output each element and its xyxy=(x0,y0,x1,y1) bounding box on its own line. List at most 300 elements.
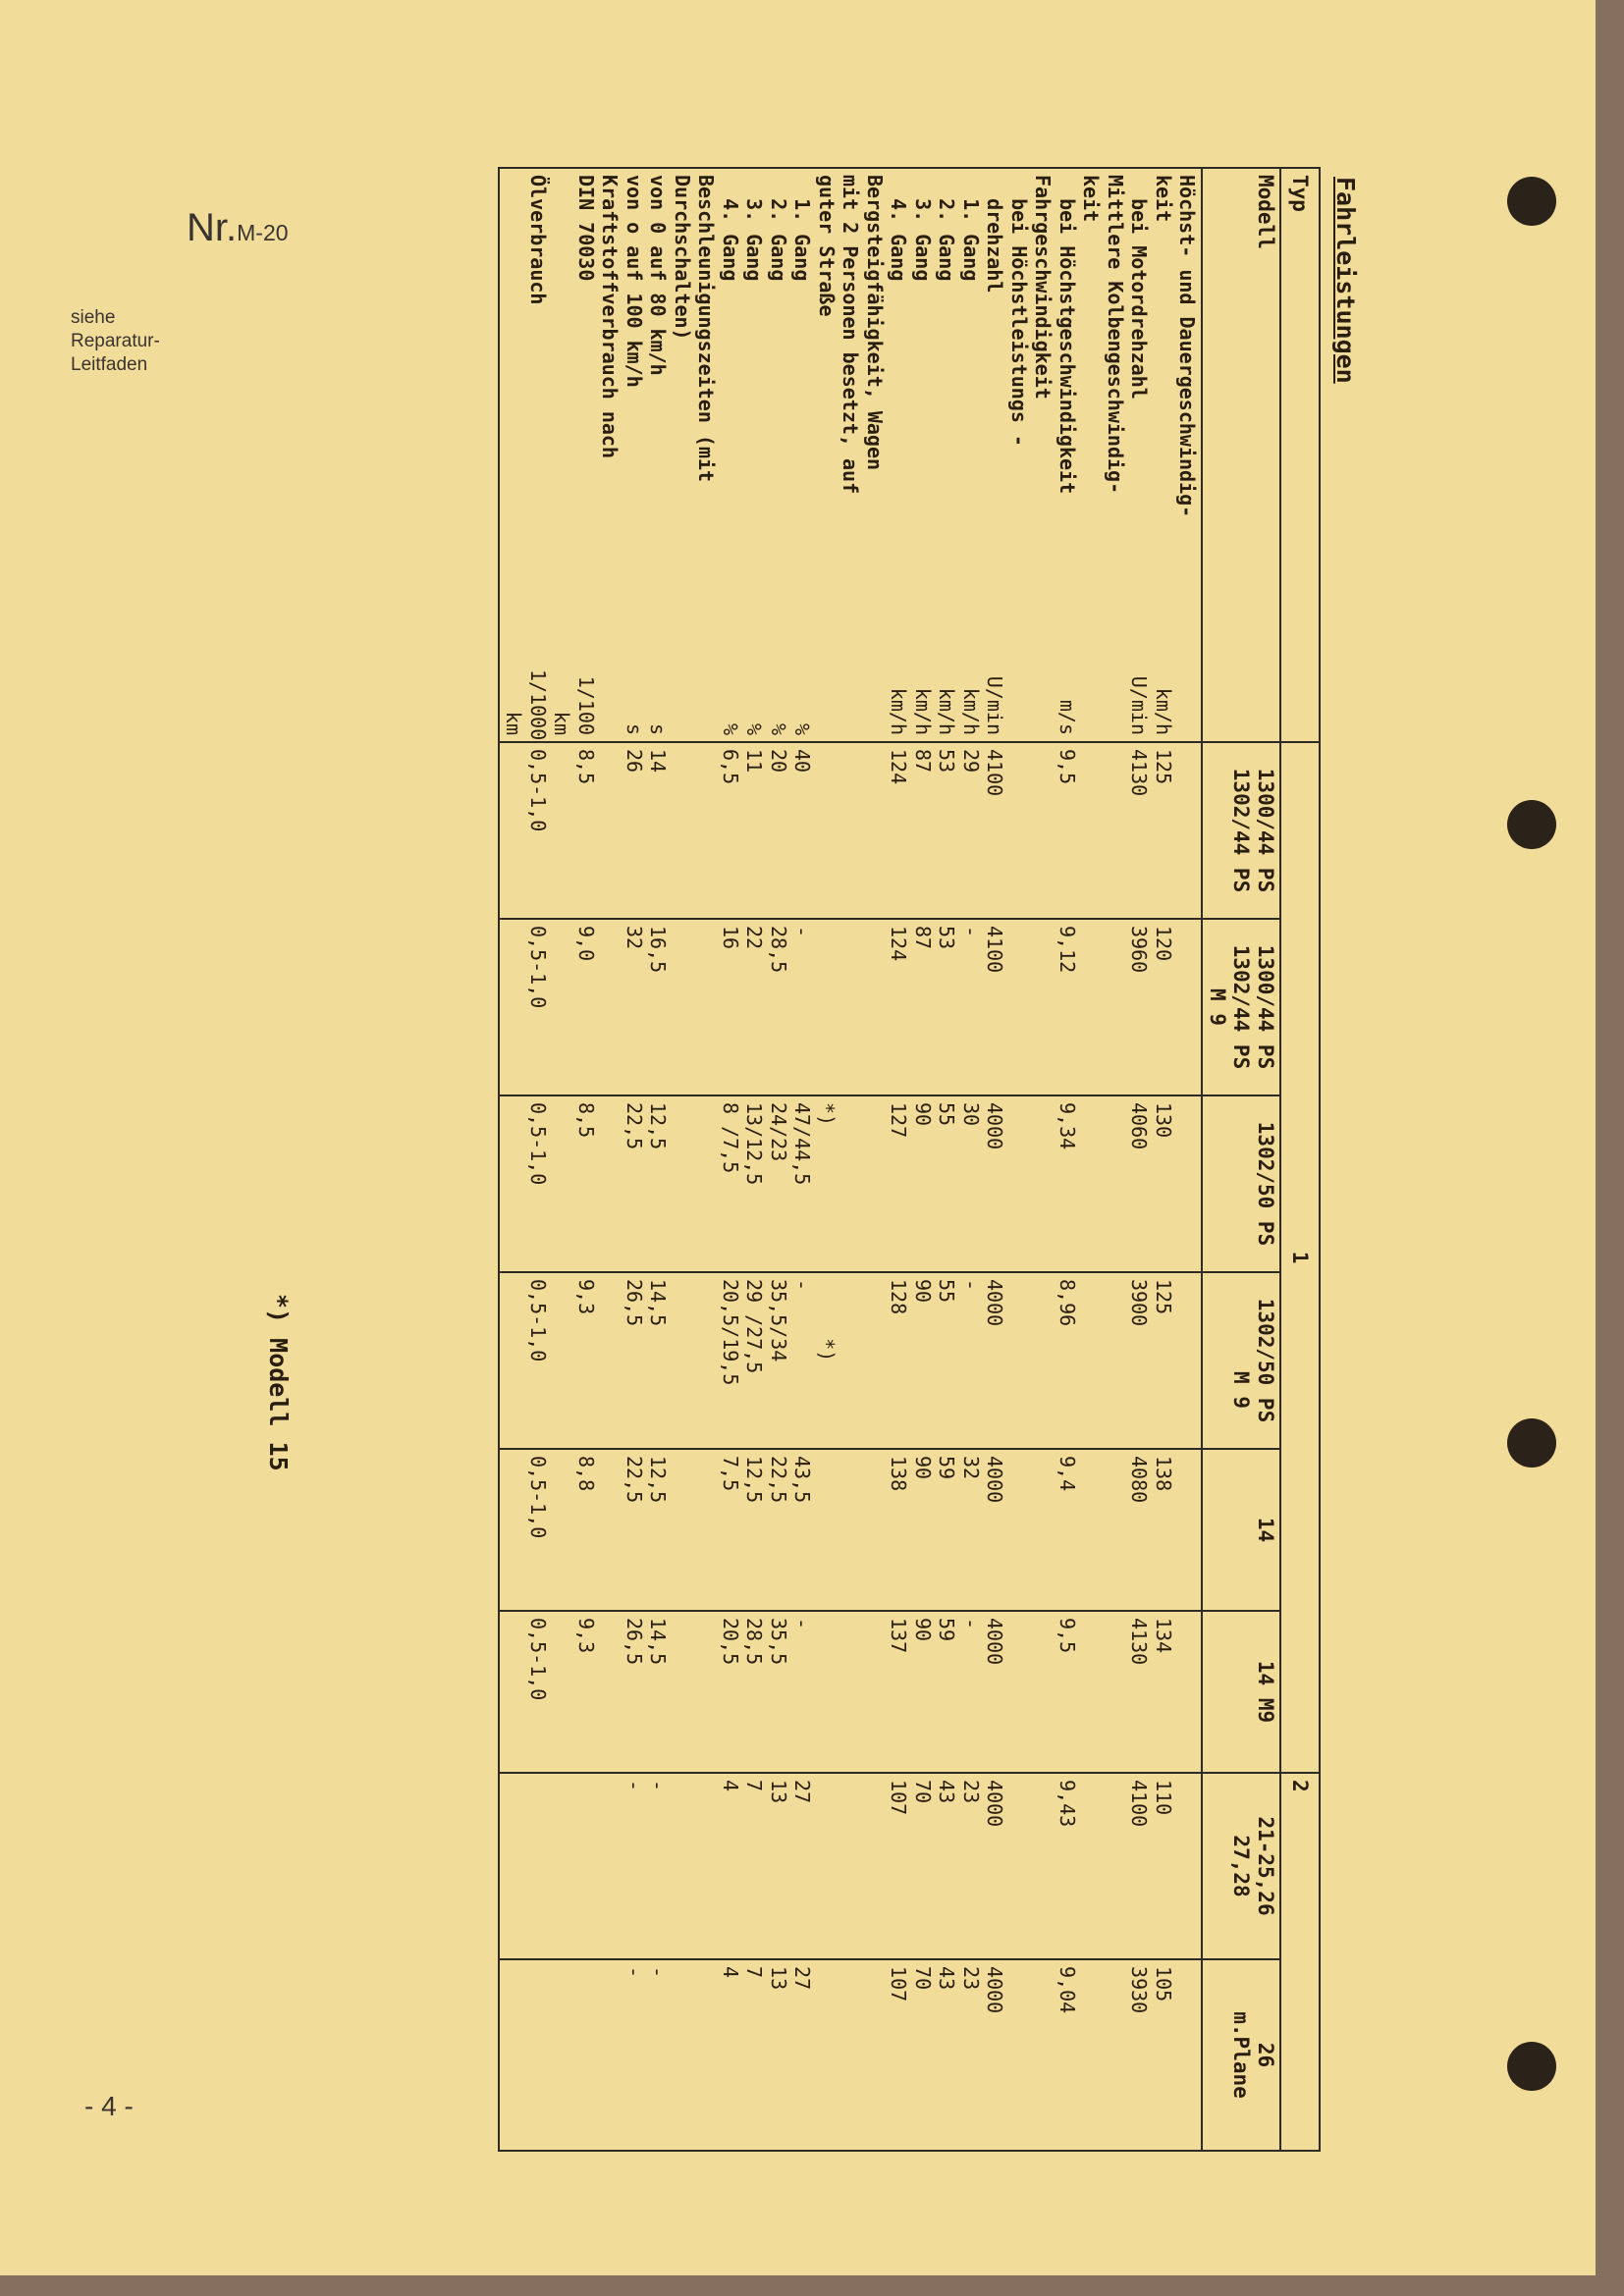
value-cell: 16,5 xyxy=(646,926,671,974)
value-cell: 9,43 xyxy=(1056,1780,1079,1828)
value-cell xyxy=(1007,749,1032,912)
value-cell xyxy=(1175,1780,1200,1952)
value-cell: 124 xyxy=(887,749,911,785)
page-number: - 4 - xyxy=(84,2091,134,2121)
value-cell: 22,5 xyxy=(767,1456,790,1504)
value-cell xyxy=(815,749,839,912)
unit-label: % xyxy=(790,722,815,735)
row-label: 2. Gang xyxy=(935,175,959,282)
value-cell: - xyxy=(646,1966,671,1979)
label-column xyxy=(499,168,1203,664)
value-cell: 55 xyxy=(935,1279,959,1304)
punch-hole xyxy=(1507,2042,1556,2091)
value-cell xyxy=(671,926,695,1089)
value-cell: 127 xyxy=(887,1102,911,1139)
row-label: 4. Gang xyxy=(719,175,742,282)
value-cell: 27 xyxy=(790,1966,815,1991)
row-label: Höchst- und Dauergeschwindig- xyxy=(1175,175,1200,518)
value-cell xyxy=(1175,1618,1200,1766)
value-cell: 4000 xyxy=(983,1966,1007,2014)
value-cell: - xyxy=(790,926,815,938)
value-cell xyxy=(671,1279,695,1442)
value-cell: 35,5/34 xyxy=(767,1279,790,1362)
value-cell: 32 xyxy=(623,926,646,950)
row-label: 3. Gang xyxy=(911,175,935,282)
value-cell xyxy=(1104,1456,1128,1604)
punch-hole xyxy=(1507,1418,1556,1468)
value-cell: 27 xyxy=(790,1780,815,1804)
value-cell xyxy=(1104,1618,1128,1766)
value-cell: 90 xyxy=(911,1279,935,1304)
value-cell xyxy=(1175,926,1200,1089)
value-cell xyxy=(815,1456,839,1604)
value-cell: *) xyxy=(815,1279,839,1362)
value-cell: 0,5-1,0 xyxy=(526,1618,550,1701)
value-cell xyxy=(1079,1102,1104,1265)
value-cell xyxy=(839,1279,863,1442)
model-header: 1300/44 PS 1302/44 PS M 9 xyxy=(1203,919,1281,1095)
value-cell: 125 xyxy=(1152,1279,1175,1315)
value-cell: 105 xyxy=(1152,1966,1175,2002)
row-label: 1. Gang xyxy=(959,175,983,282)
value-cell: 12,5 xyxy=(646,1456,671,1504)
value-column xyxy=(499,1095,1203,1272)
value-cell: 0,5-1,0 xyxy=(526,1102,550,1186)
value-cell: 13/12,5 xyxy=(742,1102,767,1186)
value-cell: 26,5 xyxy=(623,1279,646,1327)
model-values xyxy=(526,1102,1200,1265)
row-label: 2. Gang xyxy=(767,175,790,282)
unit-label: m/s xyxy=(1056,699,1079,735)
value-cell: 4000 xyxy=(983,1456,1007,1504)
value-cell: 24/23 xyxy=(767,1102,790,1162)
value-cell: 7 xyxy=(742,1780,767,1792)
value-cell: - xyxy=(623,1966,646,1979)
type-2-header: 2 xyxy=(1280,1773,1320,2151)
value-column xyxy=(499,1449,1203,1611)
value-cell: 13 xyxy=(767,1966,790,1991)
unit-label: km/h xyxy=(911,687,935,735)
model-header: 1302/50 PS xyxy=(1203,1095,1281,1272)
value-cell: - xyxy=(790,1618,815,1630)
value-cell: 13 xyxy=(767,1780,790,1804)
value-cell: 7,5 xyxy=(719,1456,742,1492)
value-cell: 70 xyxy=(911,1780,935,1804)
unit-label xyxy=(1031,669,1056,735)
row-label: bei Höchstleistungs - xyxy=(1007,175,1031,447)
unit-label: 1/100 xyxy=(574,675,598,735)
value-cell: 9,3 xyxy=(574,1618,598,1654)
value-cell: 110 xyxy=(1152,1780,1175,1816)
value-cell xyxy=(550,1279,574,1442)
value-cell xyxy=(1031,749,1056,912)
unit-label: 1/1000 xyxy=(526,669,550,741)
value-cell: 59 xyxy=(935,1618,959,1642)
value-cell: 4000 xyxy=(983,1618,1007,1666)
row-label: mit 2 Personen besetzt, auf xyxy=(839,175,863,495)
value-cell: 8,8 xyxy=(574,1456,598,1492)
value-cell: 128 xyxy=(887,1279,911,1315)
page-edge-bottom xyxy=(0,2275,1624,2296)
value-cell xyxy=(839,1456,863,1604)
unit-label: km/h xyxy=(1152,687,1175,735)
value-cell: 4 xyxy=(719,1966,742,1979)
value-cell xyxy=(694,1279,719,1442)
value-cell xyxy=(694,1780,719,1952)
unit-label xyxy=(1175,669,1200,735)
value-cell: 26 xyxy=(623,749,646,774)
value-cell xyxy=(1175,1279,1200,1442)
value-cell xyxy=(598,1780,623,1952)
model-values xyxy=(526,1618,1200,1766)
value-cell xyxy=(839,1966,863,2144)
value-cell: 3960 xyxy=(1127,926,1152,974)
value-cell xyxy=(574,1780,599,1952)
row-label: von o auf 100 km/h xyxy=(623,175,646,388)
value-cell: 4000 xyxy=(983,1102,1007,1150)
value-cell xyxy=(863,1279,888,1442)
value-cell: 23 xyxy=(959,1966,983,1991)
value-cell xyxy=(574,1966,599,2144)
value-cell: 9,04 xyxy=(1056,1966,1079,2014)
value-cell: - xyxy=(959,926,983,938)
footnote: *) Modell 15 xyxy=(264,1294,293,1471)
unit-label: km xyxy=(502,711,526,735)
value-cell xyxy=(1079,1456,1104,1604)
value-cell: 12,5 xyxy=(646,1102,671,1150)
row-label: Beschleunigungszeiten (mit xyxy=(694,175,719,483)
value-cell xyxy=(598,1618,623,1766)
value-cell: 8,5 xyxy=(574,749,598,785)
value-cell xyxy=(1104,1279,1128,1442)
value-cell xyxy=(1104,926,1128,1089)
value-cell: 43 xyxy=(935,1966,959,1991)
row-label: guter Straße xyxy=(815,175,839,317)
value-cell xyxy=(1104,749,1128,912)
row-label: Ölverbrauch xyxy=(526,175,550,305)
value-cell: 134 xyxy=(1152,1618,1175,1654)
row-label: DIN 70030 xyxy=(574,175,598,282)
value-cell: - xyxy=(646,1780,671,1792)
value-cell xyxy=(598,1456,623,1604)
value-cell: 40 xyxy=(790,749,815,774)
unit-label xyxy=(1007,669,1032,735)
model-values xyxy=(526,926,1200,1089)
value-cell: 137 xyxy=(887,1618,911,1654)
value-cell: - xyxy=(959,1279,983,1292)
value-cell: 59 xyxy=(935,1456,959,1480)
unit-label xyxy=(1079,669,1104,735)
type-row xyxy=(1280,168,1320,2151)
value-cell: 9,4 xyxy=(1056,1456,1079,1492)
row-label: Fahrgeschwindigkeit xyxy=(1031,175,1056,400)
value-cell xyxy=(1104,1102,1128,1265)
row-label: 4. Gang xyxy=(887,175,911,282)
unit-label: km/h xyxy=(887,687,911,735)
value-cell: 4060 xyxy=(1127,1102,1152,1150)
value-cell: 9,12 xyxy=(1056,926,1079,974)
value-cell: 29 /27,5 xyxy=(742,1279,767,1374)
value-cell: 9,0 xyxy=(574,926,598,962)
rotated-table-block xyxy=(334,167,1360,2179)
value-cell: 9,5 xyxy=(1056,749,1079,785)
model-values xyxy=(526,1456,1200,1604)
value-cell xyxy=(694,1456,719,1604)
value-cell: - xyxy=(959,1618,983,1630)
value-cell xyxy=(598,926,623,1089)
value-cell: 107 xyxy=(887,1966,911,2002)
value-cell: 20,5/19,5 xyxy=(719,1279,742,1386)
model-values xyxy=(526,1966,1200,2144)
value-cell xyxy=(1104,1966,1128,2144)
value-cell xyxy=(598,1102,623,1265)
punch-hole xyxy=(1507,177,1556,226)
unit-label: km/h xyxy=(935,687,959,735)
value-cell: 3900 xyxy=(1127,1279,1152,1327)
value-cell xyxy=(694,1618,719,1766)
value-cell: 28,5 xyxy=(767,926,790,974)
value-cell xyxy=(598,1966,623,2144)
value-cell: - xyxy=(790,1279,815,1292)
value-cell: 125 xyxy=(1152,749,1175,785)
unit-label: U/min xyxy=(983,675,1007,735)
value-cell xyxy=(1031,1966,1056,2144)
value-cell: 20 xyxy=(767,749,790,774)
reference-note: siehe Reparatur- Leitfaden xyxy=(71,307,160,375)
document-number: Nr.M-20 xyxy=(187,206,289,249)
value-cell xyxy=(694,749,719,912)
row-label: drehzahl xyxy=(983,175,1007,294)
value-cell xyxy=(1104,1780,1128,1952)
value-cell: 14 xyxy=(646,749,671,774)
unit-label xyxy=(671,669,695,735)
value-cell xyxy=(1079,1618,1104,1766)
value-cell xyxy=(550,1966,574,2144)
unit-label xyxy=(839,669,863,735)
value-cell: 29 xyxy=(959,749,983,774)
model-values xyxy=(526,1279,1200,1442)
value-cell xyxy=(863,1780,888,1952)
value-cell xyxy=(671,1456,695,1604)
row-label: keit xyxy=(1152,175,1175,223)
value-cell xyxy=(1079,1966,1104,2144)
value-cell: 14,5 xyxy=(646,1279,671,1327)
model-header: 1302/50 PS M 9 xyxy=(1203,1272,1281,1449)
value-cell xyxy=(839,1780,863,1952)
value-cell: 3930 xyxy=(1127,1966,1152,2014)
model-values xyxy=(526,749,1200,912)
unit-label xyxy=(598,669,623,735)
value-cell: 8 /7,5 xyxy=(719,1102,742,1174)
value-cell: 70 xyxy=(911,1966,935,1991)
unit-label: km/h xyxy=(959,687,983,735)
value-cell: 9,3 xyxy=(574,1279,598,1315)
value-cell: 23 xyxy=(959,1780,983,1804)
value-cell: 26,5 xyxy=(623,1618,646,1666)
value-cell xyxy=(671,1618,695,1766)
model-row xyxy=(1203,168,1281,2151)
unit-label: U/min xyxy=(1127,675,1152,735)
value-cell: 22,5 xyxy=(623,1102,646,1150)
value-cell xyxy=(1175,1102,1200,1265)
value-cell xyxy=(815,1966,839,2144)
row-label: von 0 auf 80 km/h xyxy=(646,175,671,376)
model-values xyxy=(526,1780,1200,1952)
value-cell: 16 xyxy=(719,926,742,950)
row-label xyxy=(550,175,574,658)
value-cell xyxy=(671,1780,695,1952)
value-cell: 138 xyxy=(1152,1456,1175,1492)
value-cell xyxy=(1031,1102,1056,1265)
value-cell xyxy=(1175,1456,1200,1604)
row-label: 1. Gang xyxy=(790,175,815,282)
value-cell xyxy=(1079,1780,1104,1952)
model-header: 14 xyxy=(1203,1449,1281,1611)
value-cell xyxy=(863,1618,888,1766)
value-cell xyxy=(839,749,863,912)
value-column xyxy=(499,1773,1203,1959)
value-cell xyxy=(550,926,574,1089)
value-cell: 87 xyxy=(911,749,935,774)
model-header: 21-25,26 27,28 xyxy=(1203,1773,1281,1959)
value-cell: - xyxy=(623,1780,646,1792)
value-cell: 7 xyxy=(742,1966,767,1979)
value-cell: 53 xyxy=(935,749,959,774)
value-cell: 90 xyxy=(911,1456,935,1480)
value-cell: 9,5 xyxy=(1056,1618,1079,1654)
value-cell xyxy=(694,1966,719,2144)
value-cell xyxy=(1175,749,1200,912)
value-cell: 53 xyxy=(935,926,959,950)
value-cell xyxy=(1007,1102,1032,1265)
value-column xyxy=(499,919,1203,1095)
value-cell: 4100 xyxy=(1127,1780,1152,1828)
value-cell xyxy=(671,1102,695,1265)
value-cell xyxy=(1007,1780,1032,1952)
parameter-labels xyxy=(526,175,1200,658)
value-cell: 8,96 xyxy=(1056,1279,1079,1327)
value-cell xyxy=(815,1618,839,1766)
unit-labels xyxy=(502,669,1200,741)
value-cell: 120 xyxy=(1152,926,1175,962)
row-label: Durchschalten) xyxy=(671,175,694,341)
value-cell: 32 xyxy=(959,1456,983,1480)
punch-hole xyxy=(1507,800,1556,849)
value-cell: 4130 xyxy=(1127,749,1152,797)
value-cell: 14,5 xyxy=(646,1618,671,1666)
value-column xyxy=(499,1272,1203,1449)
value-cell: 20,5 xyxy=(719,1618,742,1666)
value-cell xyxy=(550,1780,574,1952)
value-cell xyxy=(550,1456,574,1604)
value-cell xyxy=(598,749,623,912)
value-cell xyxy=(839,1102,863,1265)
value-cell xyxy=(550,749,574,912)
value-cell xyxy=(863,1966,888,2144)
unit-label: % xyxy=(742,722,767,735)
value-column xyxy=(499,1959,1203,2151)
value-column xyxy=(499,742,1203,919)
unit-label xyxy=(694,669,719,735)
typ-label: Typ xyxy=(1280,168,1320,742)
value-cell xyxy=(1079,926,1104,1089)
value-cell xyxy=(815,1780,839,1952)
value-cell: 4130 xyxy=(1127,1618,1152,1666)
row-label: Mittlere Kolbengeschwindig- xyxy=(1104,175,1127,495)
value-cell xyxy=(1079,749,1104,912)
value-cell xyxy=(671,749,695,912)
value-cell: 4100 xyxy=(983,749,1007,797)
row-label: bei Motordrehzahl xyxy=(1127,175,1152,400)
value-cell xyxy=(1031,1279,1056,1442)
value-cell: 9,34 xyxy=(1056,1102,1079,1150)
value-cell xyxy=(550,1102,574,1265)
value-cell xyxy=(550,1618,574,1766)
value-cell: 8,5 xyxy=(574,1102,598,1139)
value-cell xyxy=(1031,1780,1056,1952)
value-cell: 107 xyxy=(887,1780,911,1816)
value-cell: 30 xyxy=(959,1102,983,1127)
value-cell: 6,5 xyxy=(719,749,742,785)
value-cell: 22 xyxy=(742,926,767,950)
value-cell: *) xyxy=(815,1102,839,1127)
value-cell: 0,5-1,0 xyxy=(526,1279,550,1362)
value-cell: 35,5 xyxy=(767,1618,790,1666)
value-cell: 22,5 xyxy=(623,1456,646,1504)
value-cell: 47/44,5 xyxy=(790,1102,815,1186)
value-cell: 12,5 xyxy=(742,1456,767,1504)
model-header: 26 m.Plane xyxy=(1203,1959,1281,2151)
row-label: bei Höchstgeschwindigkeit xyxy=(1056,175,1079,495)
value-cell xyxy=(694,926,719,1089)
unit-label: % xyxy=(719,722,742,735)
value-cell xyxy=(863,1102,888,1265)
value-cell: 4 xyxy=(719,1780,742,1792)
unit-label xyxy=(1104,669,1128,735)
value-cell xyxy=(1007,1456,1032,1604)
value-cell: 130 xyxy=(1152,1102,1175,1139)
value-cell xyxy=(863,749,888,912)
value-cell xyxy=(1031,1456,1056,1604)
value-cell: 0,5-1,0 xyxy=(526,926,550,1009)
value-cell: 11 xyxy=(742,749,767,774)
value-cell xyxy=(815,926,839,1089)
value-cell xyxy=(598,1279,623,1442)
value-cell xyxy=(1007,1618,1032,1766)
value-cell xyxy=(1031,1618,1056,1766)
value-cell: 4000 xyxy=(983,1780,1007,1828)
unit-label: % xyxy=(767,722,790,735)
type-1-header: 1 xyxy=(1280,742,1320,1773)
row-label: Kraftstoffverbrauch nach xyxy=(598,175,623,458)
value-cell: 90 xyxy=(911,1618,935,1642)
unit-column xyxy=(499,664,1203,742)
unit-label xyxy=(815,669,839,735)
value-cell xyxy=(694,1102,719,1265)
value-cell: 55 xyxy=(935,1102,959,1127)
value-cell: 43,5 xyxy=(790,1456,815,1504)
value-cell: 4080 xyxy=(1127,1456,1152,1504)
unit-label: km xyxy=(550,711,574,735)
value-cell xyxy=(1031,926,1056,1089)
value-cell: 138 xyxy=(887,1456,911,1492)
data-row xyxy=(499,168,1203,2151)
value-column xyxy=(499,1611,1203,1773)
value-cell: 0,5-1,0 xyxy=(526,749,550,832)
value-cell xyxy=(863,1456,888,1604)
value-cell: 124 xyxy=(887,926,911,962)
value-cell: 4100 xyxy=(983,926,1007,974)
